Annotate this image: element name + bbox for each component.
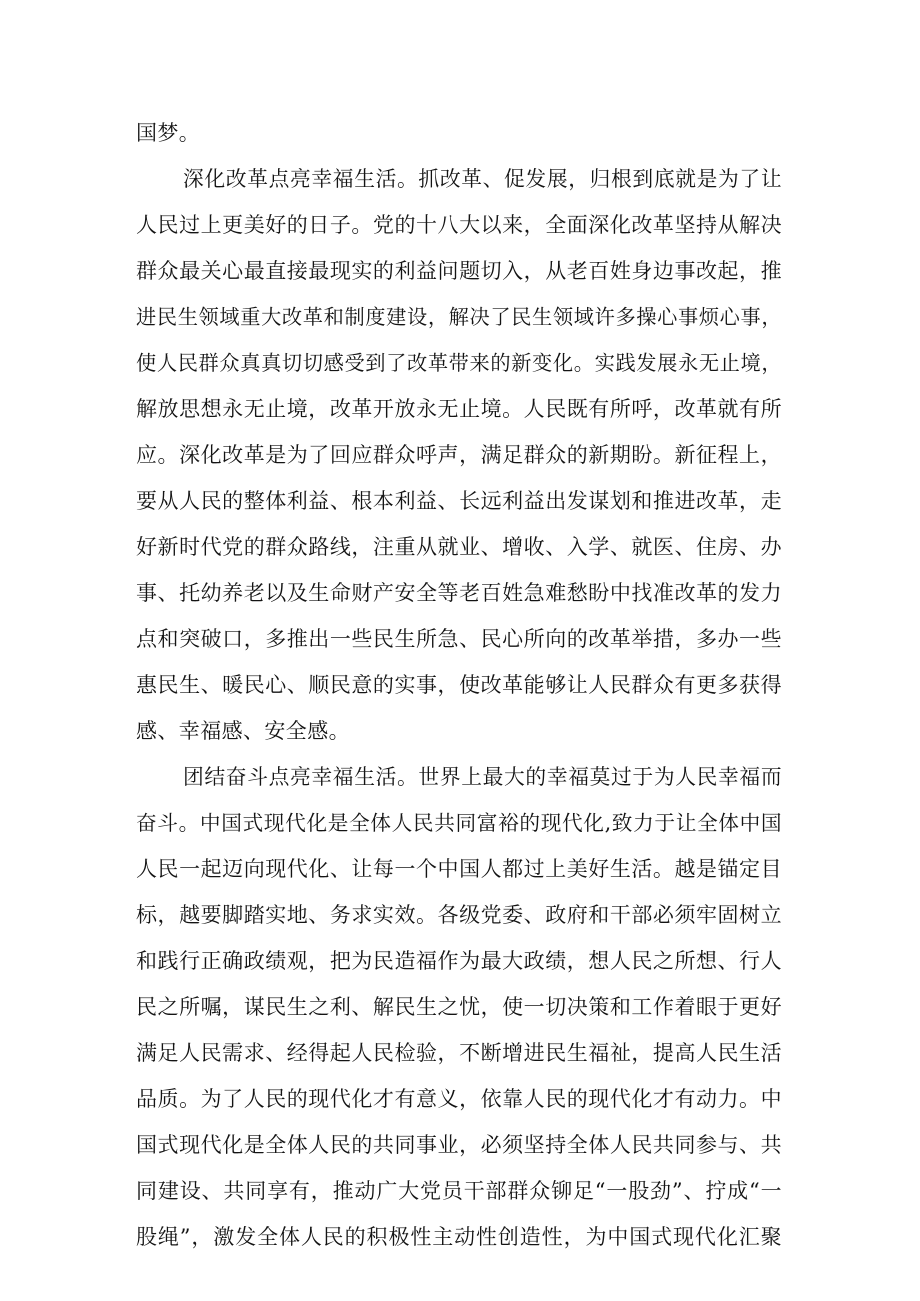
text-line: 惠民生、暖民心、顺民意的实事，使改革能够让人民群众有更多获得: [136, 673, 782, 697]
text-line: 标，越要脚踏实地、务求实效。各级党委、政府和干部必须牢固树立: [136, 903, 782, 927]
text-line: 同建设、共同享有，推动广大党员干部群众铆足“一股劲”、拧成“一: [136, 1179, 782, 1203]
text-line: 使人民群众真真切切感受到了改革带来的新变化。实践发展永无止境，: [136, 351, 782, 375]
body-text: [136, 110, 782, 1260]
paragraph-heading-line: 深化改革点亮幸福生活。抓改革、促发展，归根到底就是为了让: [183, 167, 782, 191]
text-line: 解放思想永无止境，改革开放永无止境。人民既有所呼，改革就有所: [136, 397, 782, 421]
text-line: 感、幸福感、安全感。: [136, 719, 350, 743]
text-line: 和践行正确政绩观，把为民造福作为最大政绩，想人民之所想、行人: [136, 949, 782, 973]
text-line: 进民生领域重大改革和制度建设，解决了民生领域许多操心事烦心事，: [136, 305, 782, 329]
text-line: 人民一起迈向现代化、让每一个中国人都过上美好生活。越是锚定目: [136, 857, 782, 881]
text-line: 点和突破口，多推出一些民生所急、民心所向的改革举措，多办一些: [136, 627, 782, 651]
text-line: 国梦。: [136, 121, 201, 145]
text-line: 奋斗。中国式现代化是全体人民共同富裕的现代化,致力于让全体中国: [136, 811, 782, 835]
text-line: 要从人民的整体利益、根本利益、长远利益出发谋划和推进改革，走: [136, 489, 782, 513]
text-line: 国式现代化是全体人民的共同事业，必须坚持全体人民共同参与、共: [136, 1133, 782, 1157]
text-line: 民之所嘱，谋民生之利、解民生之忧，使一切决策和工作着眼于更好: [136, 995, 782, 1019]
text-line: 人民过上更美好的日子。党的十八大以来，全面深化改革坚持从解决: [136, 213, 782, 237]
text-line: 群众最关心最直接最现实的利益问题切入，从老百姓身边事改起，推: [136, 259, 782, 283]
text-line: 好新时代党的群众路线，注重从就业、增收、入学、就医、住房、办: [136, 535, 782, 559]
text-line: 满足人民需求、经得起人民检验，不断增进民生福祉，提高人民生活: [136, 1041, 782, 1065]
paragraph-heading-line: 团结奋斗点亮幸福生活。世界上最大的幸福莫过于为人民幸福而: [183, 765, 782, 789]
text-line: 品质。为了人民的现代化才有意义，依靠人民的现代化才有动力。中: [136, 1087, 782, 1111]
text-line: 应。深化改革是为了回应群众呼声，满足群众的新期盼。新征程上，: [136, 443, 782, 467]
text-line: 股绳”，激发全体人民的积极性主动性创造性，为中国式现代化汇聚: [136, 1225, 782, 1249]
text-line: 事、托幼养老以及生命财产安全等老百姓急难愁盼中找准改革的发力: [136, 581, 782, 605]
